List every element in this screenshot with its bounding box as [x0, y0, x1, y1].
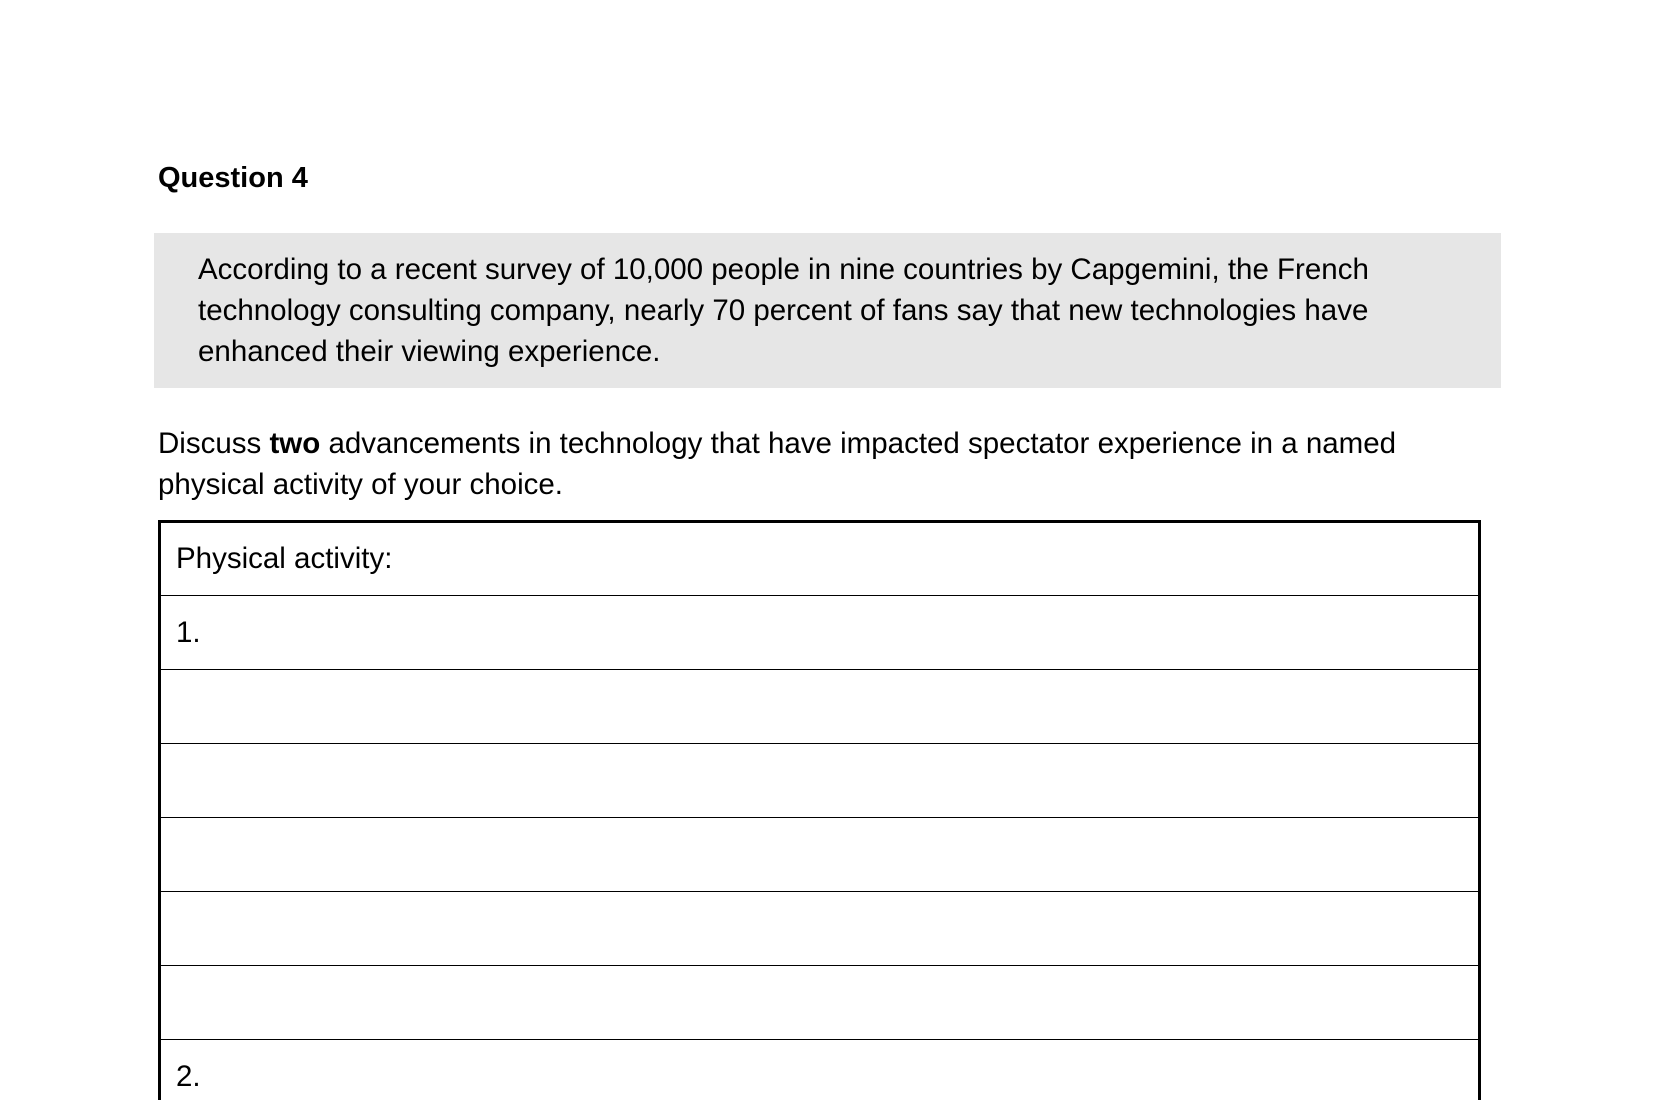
- answer-line[interactable]: [160, 818, 1480, 892]
- answer-row: [160, 818, 1480, 892]
- question-prompt: [158, 423, 1498, 505]
- answer-line-2[interactable]: 2.: [160, 1040, 1480, 1100]
- prompt-text-before: Discuss: [158, 427, 270, 460]
- answer-table: [158, 520, 1481, 1100]
- answer-row: [160, 670, 1480, 744]
- answer-row: [160, 744, 1480, 818]
- answer-row: [160, 596, 1480, 670]
- answer-line[interactable]: [160, 892, 1480, 966]
- prompt-emphasis: two: [269, 427, 321, 460]
- answer-row-activity: [160, 522, 1480, 596]
- prompt-text-after: advancements in technology that have impacted spectator experience in a named physical activity of your choice.: [158, 427, 1397, 501]
- physical-activity-field[interactable]: Physical activity:: [160, 522, 1480, 596]
- answer-row: [160, 966, 1480, 1040]
- answer-line[interactable]: [160, 670, 1480, 744]
- stimulus-box: [154, 233, 1501, 388]
- answer-row: [160, 892, 1480, 966]
- answer-line[interactable]: [160, 744, 1480, 818]
- answer-row: [160, 1040, 1480, 1100]
- stimulus-text: According to a recent survey of 10,000 people in nine countries by Capgemini, the French technology consulting company, nearly 70 percent of fans say that new technologies have enhanced their viewing experience.: [198, 253, 1369, 368]
- answer-line[interactable]: [160, 966, 1480, 1040]
- answer-line-1[interactable]: 1.: [160, 596, 1480, 670]
- question-heading: Question 4: [158, 162, 308, 194]
